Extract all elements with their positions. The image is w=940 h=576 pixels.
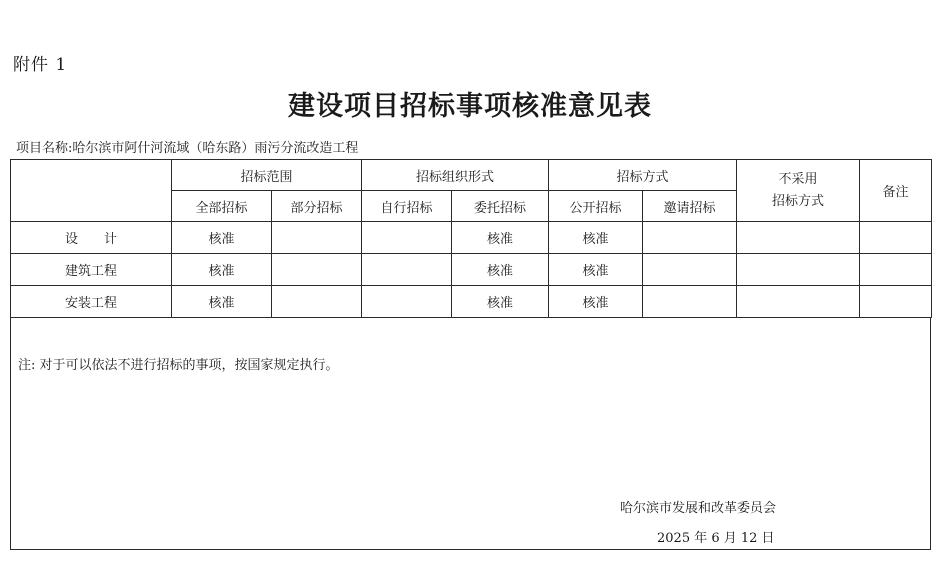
table-cell: [643, 286, 737, 318]
table-cell: [737, 254, 860, 286]
table-cell: [860, 222, 932, 254]
sub-header-public: 公开招标: [549, 191, 643, 222]
table-cell: [362, 286, 452, 318]
table-cell: [737, 222, 860, 254]
not-used-header: [737, 160, 860, 222]
sub-header-entrusted: 委托招标: [452, 191, 549, 222]
sub-header-full: 全部招标: [172, 191, 272, 222]
sub-header-invited: 邀请招标: [643, 191, 737, 222]
notes-section: [10, 318, 931, 550]
sub-header-partial: 部分招标: [272, 191, 362, 222]
document-title: 建设项目招标事项核准意见表: [288, 91, 652, 122]
header-row-1: [11, 160, 932, 191]
table-cell: 核准: [549, 286, 643, 318]
table-cell: 核准: [172, 254, 272, 286]
table-cell: [643, 222, 737, 254]
table-cell: [737, 286, 860, 318]
project-name-label: 项目名称:: [16, 141, 73, 156]
project-name-value: 哈尔滨市阿什河流域（哈东路）雨污分流改造工程: [72, 141, 359, 156]
note-text: 注: 对于可以依法不进行招标的事项，按国家规定执行。: [18, 358, 339, 373]
table-cell: [272, 254, 362, 286]
table-cell: 核准: [549, 222, 643, 254]
table-cell: [860, 254, 932, 286]
table-cell: 核准: [172, 222, 272, 254]
sub-header-self: 自行招标: [362, 191, 452, 222]
table-cell: 核准: [452, 222, 549, 254]
issuing-authority: 哈尔滨市发展和改革委员会: [620, 501, 777, 516]
method-header: 招标方式: [549, 160, 737, 191]
item-header-cell: [11, 160, 172, 222]
table-cell: 核准: [452, 286, 549, 318]
issue-date: 2025 年 6 月 12 日: [657, 531, 775, 546]
table-cell: [362, 222, 452, 254]
table-cell: [272, 222, 362, 254]
row-item: 建筑工程: [11, 254, 172, 286]
attachment-label: 附件 1: [13, 55, 68, 75]
table-row: [11, 222, 932, 254]
project-name-line: [16, 137, 358, 156]
scope-header: 招标范围: [172, 160, 362, 191]
not-used-header-line1: 不采用: [778, 171, 818, 187]
table-cell: 核准: [549, 254, 643, 286]
table-cell: [362, 254, 452, 286]
approval-table: [10, 159, 932, 318]
table-row: [11, 254, 932, 286]
table-cell: [272, 286, 362, 318]
row-item: 设 计: [11, 222, 172, 254]
table-cell: [643, 254, 737, 286]
not-used-header-line2: 招标方式: [772, 193, 825, 209]
remarks-header: 备注: [860, 160, 932, 222]
table-cell: [860, 286, 932, 318]
table-row: [11, 286, 932, 318]
table-cell: 核准: [172, 286, 272, 318]
table-cell: 核准: [452, 254, 549, 286]
organization-header: 招标组织形式: [362, 160, 549, 191]
row-item: 安装工程: [11, 286, 172, 318]
